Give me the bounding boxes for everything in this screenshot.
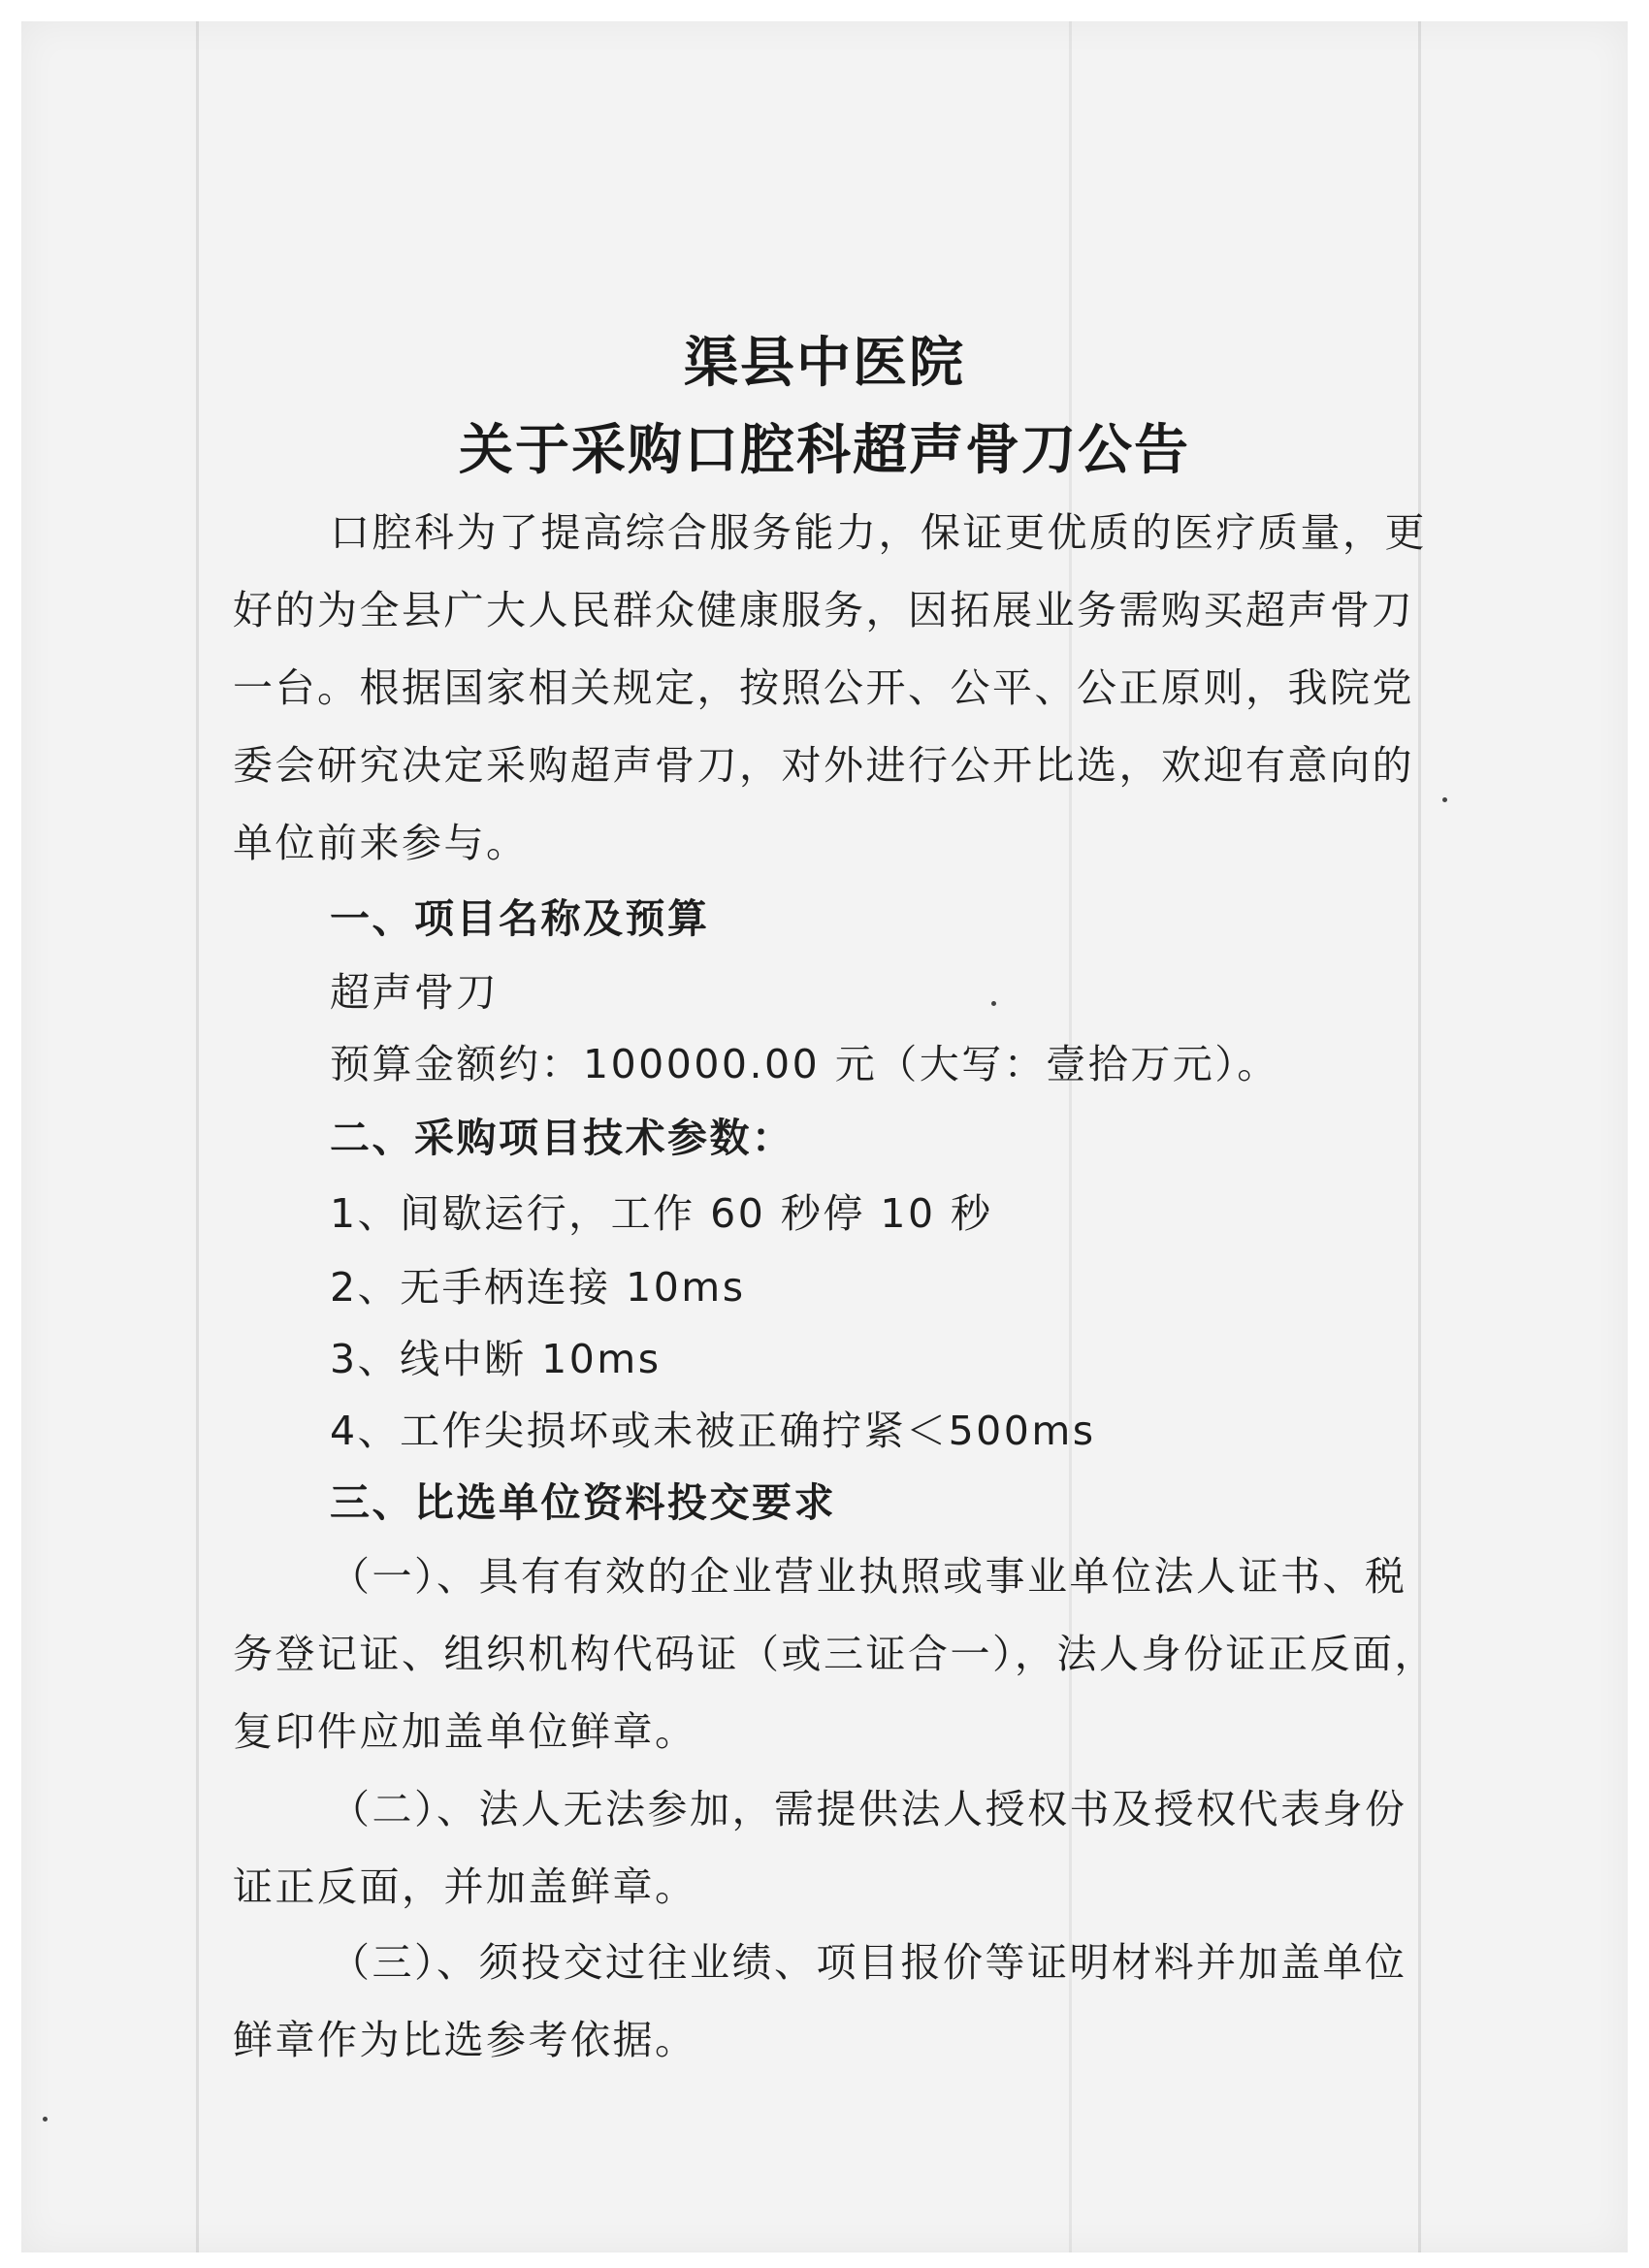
intro-line-5: 单位前来参与。 [233, 820, 529, 866]
document-title-hospital: 渠县中医院 [684, 331, 965, 395]
req1-line-1: （一）、具有有效的企业营业执照或事业单位法人证书、税 [330, 1553, 1407, 1600]
req2-line-1: （二）、法人无法参加，需提供法人授权书及授权代表身份 [330, 1786, 1407, 1832]
scan-speck [43, 2117, 48, 2122]
item-name: 超声骨刀 [330, 969, 499, 1016]
budget-line: 预算金额约：100000.00 元（大写：壹拾万元）。 [330, 1041, 1279, 1087]
section3-heading: 三、比选单位资料投交要求 [330, 1479, 836, 1526]
param-line-1: 1、间歇运行，工作 60 秒停 10 秒 [330, 1190, 993, 1237]
param-line-3: 3、线中断 10ms [330, 1336, 662, 1382]
document-title-notice: 关于采购口腔科超声骨刀公告 [459, 418, 1190, 482]
param-line-2: 2、无手柄连接 10ms [330, 1264, 746, 1311]
req1-line-2: 务登记证、组织机构代码证（或三证合一），法人身份证正反面， [233, 1631, 1437, 1677]
req3-line-1: （三）、须投交过往业绩、项目报价等证明材料并加盖单位 [330, 1939, 1407, 1986]
intro-line-1: 口腔科为了提高综合服务能力，保证更优质的医疗质量，更 [330, 509, 1427, 556]
intro-line-2: 好的为全县广大人民群众健康服务，因拓展业务需购买超声骨刀 [233, 587, 1414, 633]
intro-line-3: 一台。根据国家相关规定，按照公开、公平、公正原则，我院党 [233, 664, 1414, 711]
req1-line-3: 复印件应加盖单位鲜章。 [233, 1708, 697, 1755]
req3-line-2: 鲜章作为比选参考依据。 [233, 2017, 697, 2063]
req2-line-2: 证正反面，并加盖鲜章。 [233, 1863, 697, 1910]
paper-sheet [21, 21, 1628, 2252]
scan-speck [1442, 797, 1447, 802]
scan-speck [991, 1001, 996, 1006]
param-line-4: 4、工作尖损坏或未被正确拧紧＜500ms [330, 1408, 1096, 1454]
intro-line-4: 委会研究决定采购超声骨刀，对外进行公开比选，欢迎有意向的 [233, 742, 1414, 789]
section2-heading: 二、采购项目技术参数： [330, 1115, 794, 1161]
section1-heading: 一、项目名称及预算 [330, 895, 710, 942]
